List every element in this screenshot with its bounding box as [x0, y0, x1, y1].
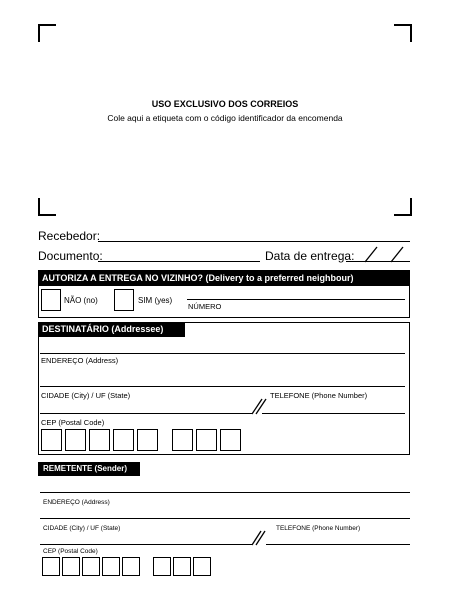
addressee-city-label: CIDADE (City) / UF (State) [41, 391, 131, 400]
date-slash-separator [365, 247, 377, 262]
neighbour-yes-label: SIM (yes) [138, 296, 173, 305]
neighbour-number-label: NÚMERO [188, 302, 222, 311]
date-slash-separator [391, 247, 403, 262]
neighbour-no-label: NÃO (no) [64, 296, 98, 305]
addressee-address-label: ENDEREÇO (Address) [41, 356, 119, 365]
sender-phone-slash [256, 531, 265, 545]
sender-city-label: CIDADE (City) / UF (State) [43, 525, 121, 532]
addressee-phone-label: TELEFONE (Phone Number) [270, 391, 368, 400]
sender-phone-slash [252, 531, 261, 545]
label-area-instructions: Cole aqui a etiqueta com o código identificador da encomenda [107, 113, 343, 123]
neighbour-header: AUTORIZA A ENTREGA NO VIZINHO? (Delivery to a preferred neighbour) [38, 270, 410, 286]
sender-cep-label: CEP (Postal Code) [43, 548, 98, 555]
sender-phone-label: TELEFONE (Phone Number) [276, 525, 361, 532]
recebedor-label: Recebedor: [38, 229, 101, 243]
label-area-title: USO EXCLUSIVO DOS CORREIOS [151, 99, 299, 109]
sender-header: REMETENTE (Sender) [38, 462, 140, 476]
sender-address-label: ENDEREÇO (Address) [43, 499, 110, 506]
addressee-header: DESTINATÁRIO (Addressee) [38, 322, 185, 337]
data-entrega-label: Data de entrega: [265, 249, 355, 263]
addressee-cep-label: CEP (Postal Code) [41, 418, 105, 427]
documento-label: Documento: [38, 249, 103, 263]
